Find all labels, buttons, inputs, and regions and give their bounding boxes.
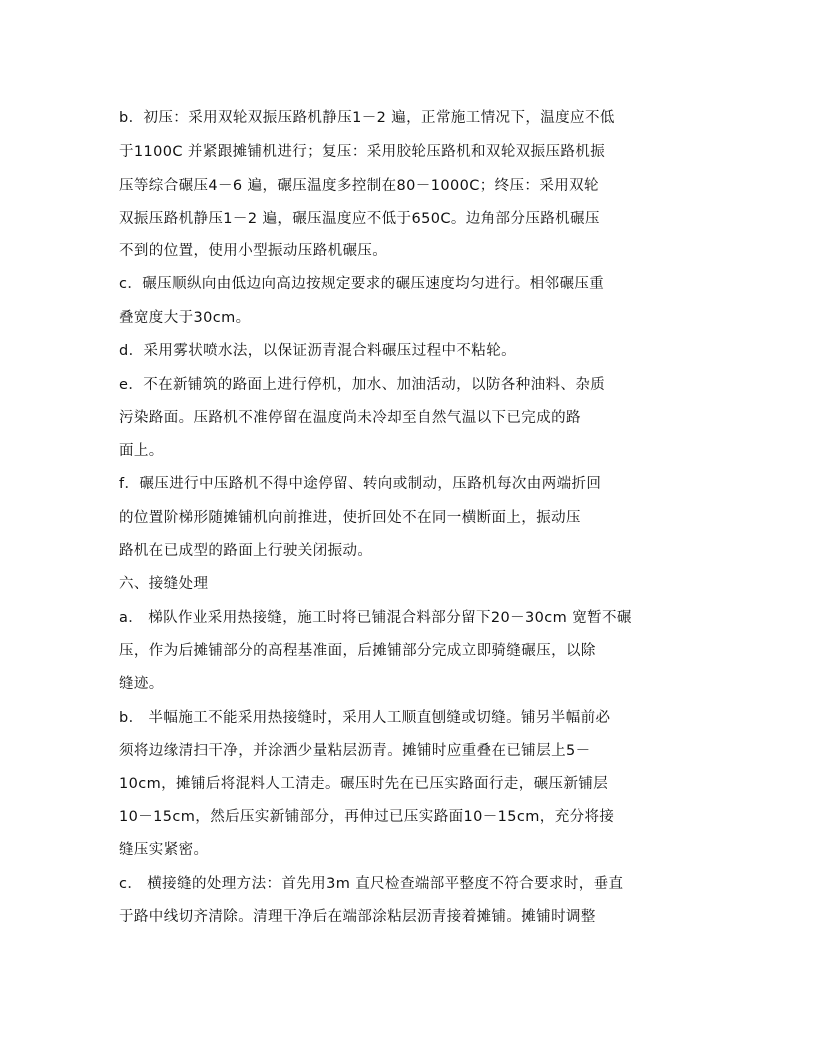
text-line: d．采用雾状喷水法，以保证沥青混合料碾压过程中不粘轮。 — [119, 343, 517, 359]
text-line: f．碾压进行中压路机不得中途停留、转向或制动，压路机每次由两端折回 — [119, 476, 602, 492]
text-line: 不到的位置，使用小型振动压路机碾压。 — [119, 243, 388, 259]
text-line: 于路中线切齐清除。清理干净后在端部涂粘层沥青接着摊铺。摊铺时调整 — [119, 909, 596, 925]
text-line: b． 半幅施工不能采用热接缝时，采用人工顺直刨缝或切缝。铺另半幅前必 — [119, 710, 611, 726]
section-heading: 六、接缝处理 — [119, 576, 209, 592]
text-line: 双振压路机静压1－2 遍，碾压温度应不低于650C。边角部分压路机碾压 — [119, 211, 600, 227]
text-line: 压，作为后摊铺部分的高程基准面，后摊铺部分完成立即骑缝碾压，以除 — [119, 643, 596, 659]
text-line: c．碾压顺纵向由低边向高边按规定要求的碾压速度均匀进行。相邻碾压重 — [119, 276, 605, 292]
text-line: 污染路面。压路机不准停留在温度尚未冷却至自然气温以下已完成的路 — [119, 410, 581, 426]
text-line: b．初压：采用双轮双振压路机静压1－2 遍，正常施工情况下，温度应不低 — [119, 110, 615, 126]
text-line: 叠宽度大于30cm。 — [119, 310, 251, 326]
text-line: 路机在已成型的路面上行驶关闭振动。 — [119, 543, 373, 559]
text-line: 的位置阶梯形随摊铺机向前推进，使折回处不在同一横断面上，振动压 — [119, 510, 581, 526]
text-line: 于1100C 并紧跟摊铺机进行；复压：采用胶轮压路机和双轮双振压路机振 — [119, 144, 606, 160]
text-line: 缝迹。 — [119, 676, 164, 692]
text-line: 面上。 — [119, 443, 164, 459]
text-line: 压等综合碾压4－6 遍，碾压温度多控制在80－1000C；终压：采用双轮 — [119, 178, 599, 194]
text-line: 缝压实紧密。 — [119, 842, 209, 858]
text-line: a． 梯队作业采用热接缝，施工时将已铺混合料部分留下20－30cm 宽暂不碾 — [119, 610, 632, 626]
text-line: 10－15cm，然后压实新铺部分，再伸过已压实路面10－15cm，充分将接 — [119, 809, 615, 825]
text-line: 须将边缘清扫干净，并涂洒少量粘层沥青。摊铺时应重叠在已铺层上5－ — [119, 743, 591, 759]
text-line: 10cm，摊铺后将混料人工清走。碾压时先在已压实路面行走，碾压新铺层 — [119, 776, 609, 792]
text-line: e．不在新铺筑的路面上进行停机，加水、加油活动，以防各种油料、杂质 — [119, 377, 606, 393]
text-line: c． 横接缝的处理方法：首先用3m 直尺检查端部平整度不符合要求时，垂直 — [119, 876, 624, 892]
